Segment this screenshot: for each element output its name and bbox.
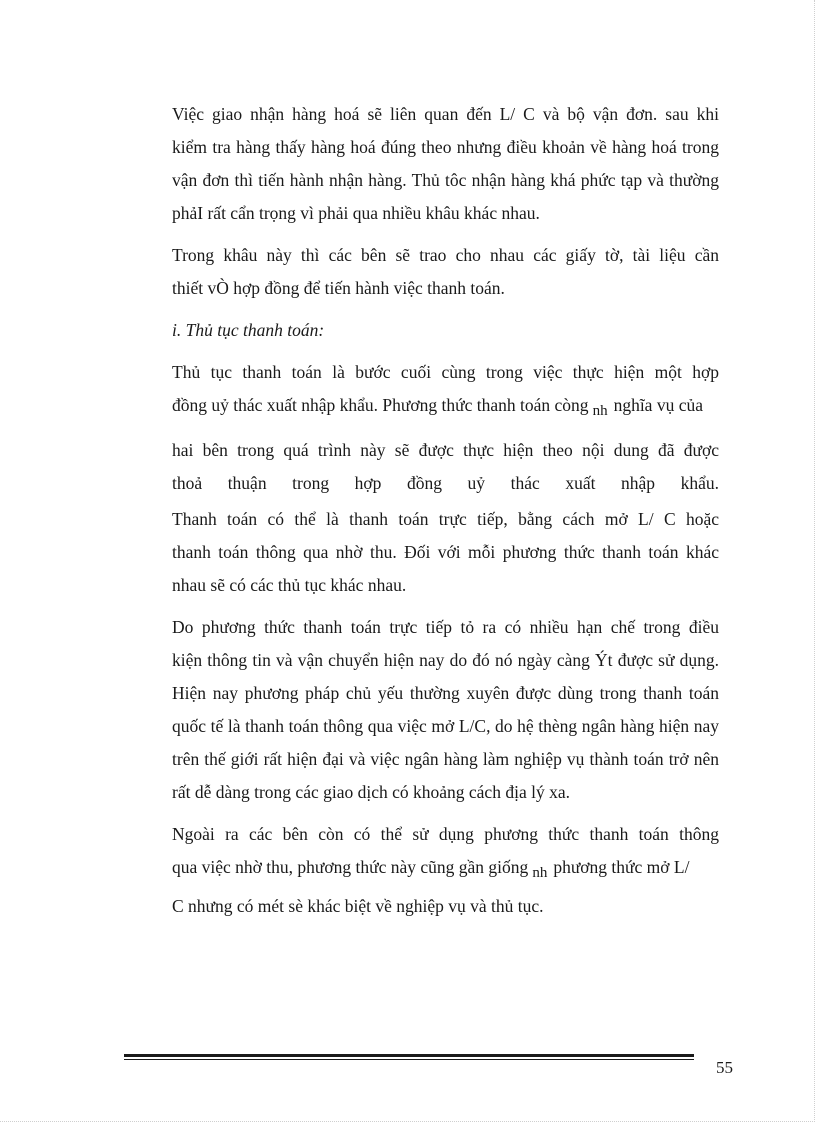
text-fragment: qua việc nhờ thu, phương thức này cũng gần giống xyxy=(172,857,529,877)
paragraph-payment-methods xyxy=(124,503,719,602)
stray-mark: nh xyxy=(532,865,548,881)
document-body xyxy=(124,98,719,932)
text-line: thoả thuận trong hợp đồng uỷ thác xuất nhập khẩu. xyxy=(172,473,719,493)
text-line: hai bên trong quá trình này sẽ được thực hiện theo nội dung đã được xyxy=(172,440,719,460)
paragraph-collection xyxy=(124,818,719,923)
stray-mark: nh xyxy=(592,403,608,419)
text-fragment: đồng uỷ thác xuất nhập khẩu. Phương thức thanh toán còng xyxy=(172,395,589,415)
text-line: Hiện nay phương pháp chủ yếu thường xuyên được dùng trong thanh toán xyxy=(172,683,719,703)
text-line: quốc tế là thanh toán thông qua việc mở L/C, do hệ thèng ngân hàng hiện nay xyxy=(172,716,719,736)
text-line: vận đơn thì tiến hành nhận hàng. Thủ tôc nhận hàng khá phức tạp và thường xyxy=(172,170,719,190)
page-number: 55 xyxy=(716,1058,733,1077)
text-line: nhau sẽ có các thủ tục khác nhau. xyxy=(172,575,407,595)
text-line: thiết vÒ hợp đồng để tiến hành việc thanh toán. xyxy=(172,278,505,298)
text-line-split xyxy=(124,389,719,428)
text-fragment: phương thức mở L/ xyxy=(553,857,690,877)
text-line: C nhưng có mét sè khác biệt về nghiệp vụ và thủ tục. xyxy=(172,896,544,916)
paragraph-goods-receipt xyxy=(124,98,719,230)
text-line: Do phương thức thanh toán trực tiếp tỏ ra có nhiều hạn chế trong điều xyxy=(172,617,719,637)
text-line: Việc giao nhận hàng hoá sẽ liên quan đến L/ C và bộ vận đơn. sau khi xyxy=(172,104,719,124)
text-line: Ngoài ra các bên còn có thể sử dụng phương thức thanh toán thông xyxy=(172,824,719,844)
text-line: Thanh toán có thể là thanh toán trực tiếp, bằng cách mở L/ C hoặc xyxy=(172,509,719,529)
footer-divider xyxy=(124,1054,694,1057)
paragraph-document-exchange xyxy=(124,239,719,305)
section-heading xyxy=(124,314,719,347)
text-line: Thủ tục thanh toán là bước cuối cùng trong việc thực hiện một hợp xyxy=(172,362,719,382)
paragraph-obligations xyxy=(124,434,719,500)
heading-text: i. Thủ tục thanh toán: xyxy=(172,320,325,340)
text-line-split xyxy=(124,851,719,890)
text-fragment: nghĩa vụ của xyxy=(613,395,703,415)
text-line: kiểm tra hàng thấy hàng hoá đúng theo nhưng điều khoản về hàng hoá trong xyxy=(172,137,719,157)
paragraph-payment-procedure xyxy=(124,356,719,428)
text-line: phảI rất cẩn trọng vì phải qua nhiều khâu khác nhau. xyxy=(172,203,540,223)
text-line: Trong khâu này thì các bên sẽ trao cho nhau các giấy tờ, tài liệu cần xyxy=(172,245,719,265)
paragraph-lc-payment xyxy=(124,611,719,809)
text-line: trên thế giới rất hiện đại và việc ngân hàng làm nghiệp vụ thành toán trở nên xyxy=(172,749,719,769)
text-line: kiện thông tin và vận chuyển hiện nay do đó nó ngày càng Ýt được sử dụng. xyxy=(172,650,719,670)
text-line: rất dễ dàng trong các giao dịch có khoảng cách địa lý xa. xyxy=(172,782,570,802)
text-line: thanh toán thông qua nhờ thu. Đối với mỗi phương thức thanh toán khác xyxy=(172,542,719,562)
